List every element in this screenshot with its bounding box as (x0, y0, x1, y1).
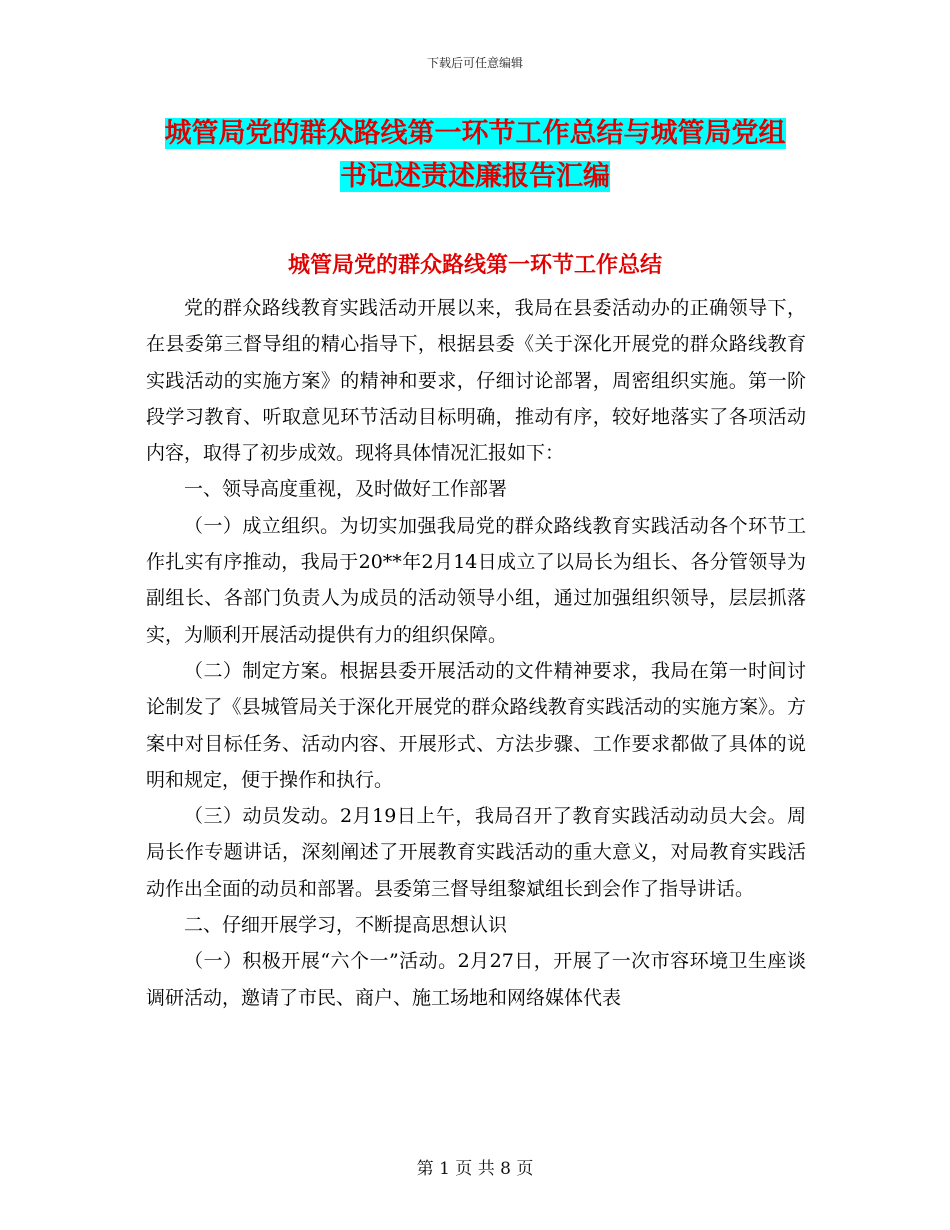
document-title-line-2-text: 书记述责述廉报告汇编 (340, 161, 610, 192)
paragraph: 一、领导高度重视，及时做好工作部署 (184, 478, 508, 501)
paragraph: （三）动员发动。2月19日上午，我局召开了教育实践活动动员大会。周局长作专题讲话，深刻阐述了开展教育实践活动的重大意义，对局教育实践活动作出全面的动员和部署。县委第三督导组黎斌组长到会作了指导讲话。 (146, 805, 806, 900)
paragraph: 二、仔细开展学习，不断提高思想认识 (184, 914, 508, 937)
document-title-line-2 (145, 154, 805, 193)
paragraph: （二）制定方案。根据县委开展活动的文件精神要求，我局在第一时间讨论制发了《县城管局关于深化开展党的群众路线教育实践活动的实施方案》。方案中对目标任务、活动内容、开展形式、方法步骤、工作要求都做了具体的说明和规定，便于操作和执行。 (146, 659, 806, 791)
document-title-line-1 (145, 111, 805, 150)
paragraph: （一）成立组织。为切实加强我局党的群众路线教育实践活动各个环节工作扎实有序推动，我局于20**年2月14日成立了以局长为组长、各分管领导为副组长、各部门负责人为成员的活动领导小组，通过加强组织领导，层层抓落实，为顺利开展活动提供有力的组织保障。 (146, 514, 806, 646)
body-text (146, 290, 806, 1016)
section-title: 城管局党的群众路线第一环节工作总结 (287, 253, 662, 278)
paragraph: （一）积极开展“六个一”活动。2月27日，开展了一次市容环境卫生座谈调研活动，邀请了市民、商户、施工场地和网络媒体代表 (146, 950, 806, 1009)
paragraph: 党的群众路线教育实践活动开展以来，我局在县委活动办的正确领导下，在县委第三督导组的精心指导下，根据县委《关于深化开展党的群众路线教育实践活动的实施方案》的精神和要求，仔细讨论部署，周密组织实施。第一阶段学习教育、听取意见环节活动目标明确，推动有序，较好地落实了各项活动内容，取得了初步成效。现将具体情况汇报如下： (146, 297, 806, 465)
document-title-line-1-text: 城管局党的群众路线第一环节工作总结与城管局党组 (164, 118, 786, 149)
page-footer: 第 1 页 共 8 页 (416, 1159, 534, 1179)
header-note: 下载后可任意编辑 (426, 56, 523, 70)
